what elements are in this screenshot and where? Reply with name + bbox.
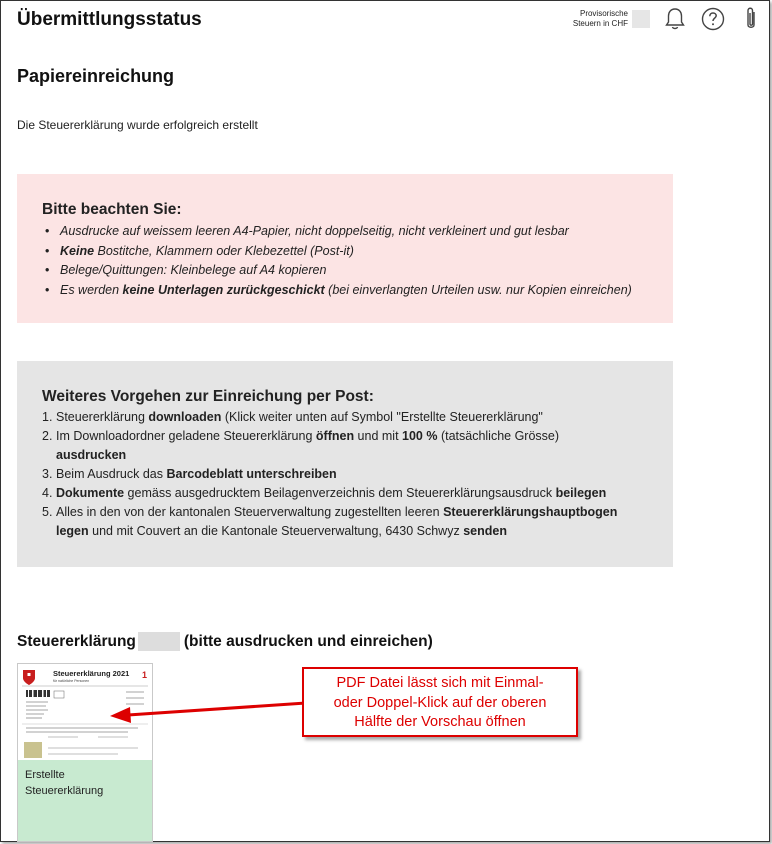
notice-list [42,222,648,300]
instructions-list [42,408,648,541]
svg-text:Steuererklärung 2021: Steuererklärung 2021 [53,669,130,678]
header-toolbar [573,6,764,32]
document-card-label[interactable]: Erstellte Steuererklärung [18,760,152,841]
help-icon[interactable] [700,6,726,32]
list-item: 2. Im Downloadordner geladene Steuererklärung öffnen und mit 100 % (tatsächliche Grösse) ausdrucken [42,429,560,462]
notice-box [17,174,673,323]
instructions-heading: Weiteres Vorgehen zur Einreichung per Post: [42,388,374,405]
svg-text:für natürliche Personen: für natürliche Personen [53,679,90,683]
redacted-year [138,632,180,651]
notice-heading: Bitte beachten Sie: [42,201,182,218]
svg-text:1: 1 [142,670,148,680]
provisional-taxes-label[interactable]: Provisorische Steuern in CHF [572,9,628,28]
provisional-taxes-value [632,10,650,28]
tax-return-document-card[interactable] [17,663,153,842]
section-heading-paper-submission: Papiereinreichung [17,66,175,86]
list-item: • Ausdrucke auf weissem leeren A4-Papier, nicht doppelseitig, nicht verkleinert und gut lesbar [60,222,648,242]
list-item: • Belege/Quittungen: Kleinbelege auf A4 kopieren [60,261,648,281]
list-item: 1. Steuererklärung downloaden (Klick weiter unten auf Symbol "Erstellte Steuererklärung" [42,410,543,424]
instructions-box [17,361,673,567]
status-message: Die Steuererklärung wurde erfolgreich erstellt [17,118,258,132]
bell-icon[interactable] [662,6,688,32]
annotation-callout: PDF Datei lässt sich mit Einmal- oder Doppel-Klick auf der oberen Hälfte der Vorschau öffnen [302,667,578,737]
documents-heading: Steuererklärung (bitte ausdrucken und einreichen) [17,632,433,650]
list-item: • Keine Bostitche, Klammern oder Klebezettel (Post-it) [60,242,648,262]
list-item: • Es werden keine Unterlagen zurückgeschickt (bei einverlangten Urteilen usw. nur Kopien einreichen) [60,281,648,301]
page-title: Übermittlungsstatus [17,9,202,30]
list-item: 4. Dokumente gemäss ausgedrucktem Beilagenverzeichnis dem Steuererklärungsausdruck beilegen [42,486,607,500]
pdf-preview-thumbnail[interactable] [18,664,152,760]
paperclip-icon[interactable] [738,6,764,32]
list-item: 5. Alles in den von der kantonalen Steuerverwaltung zugestellten leeren Steuererklärungshauptbogen legen und mit Couvert an die Kantonale Steuerverwaltung, 6430 Schwyz senden [42,505,618,538]
list-item: 3. Beim Ausdruck das Barcodeblatt unterschreiben [42,467,337,481]
